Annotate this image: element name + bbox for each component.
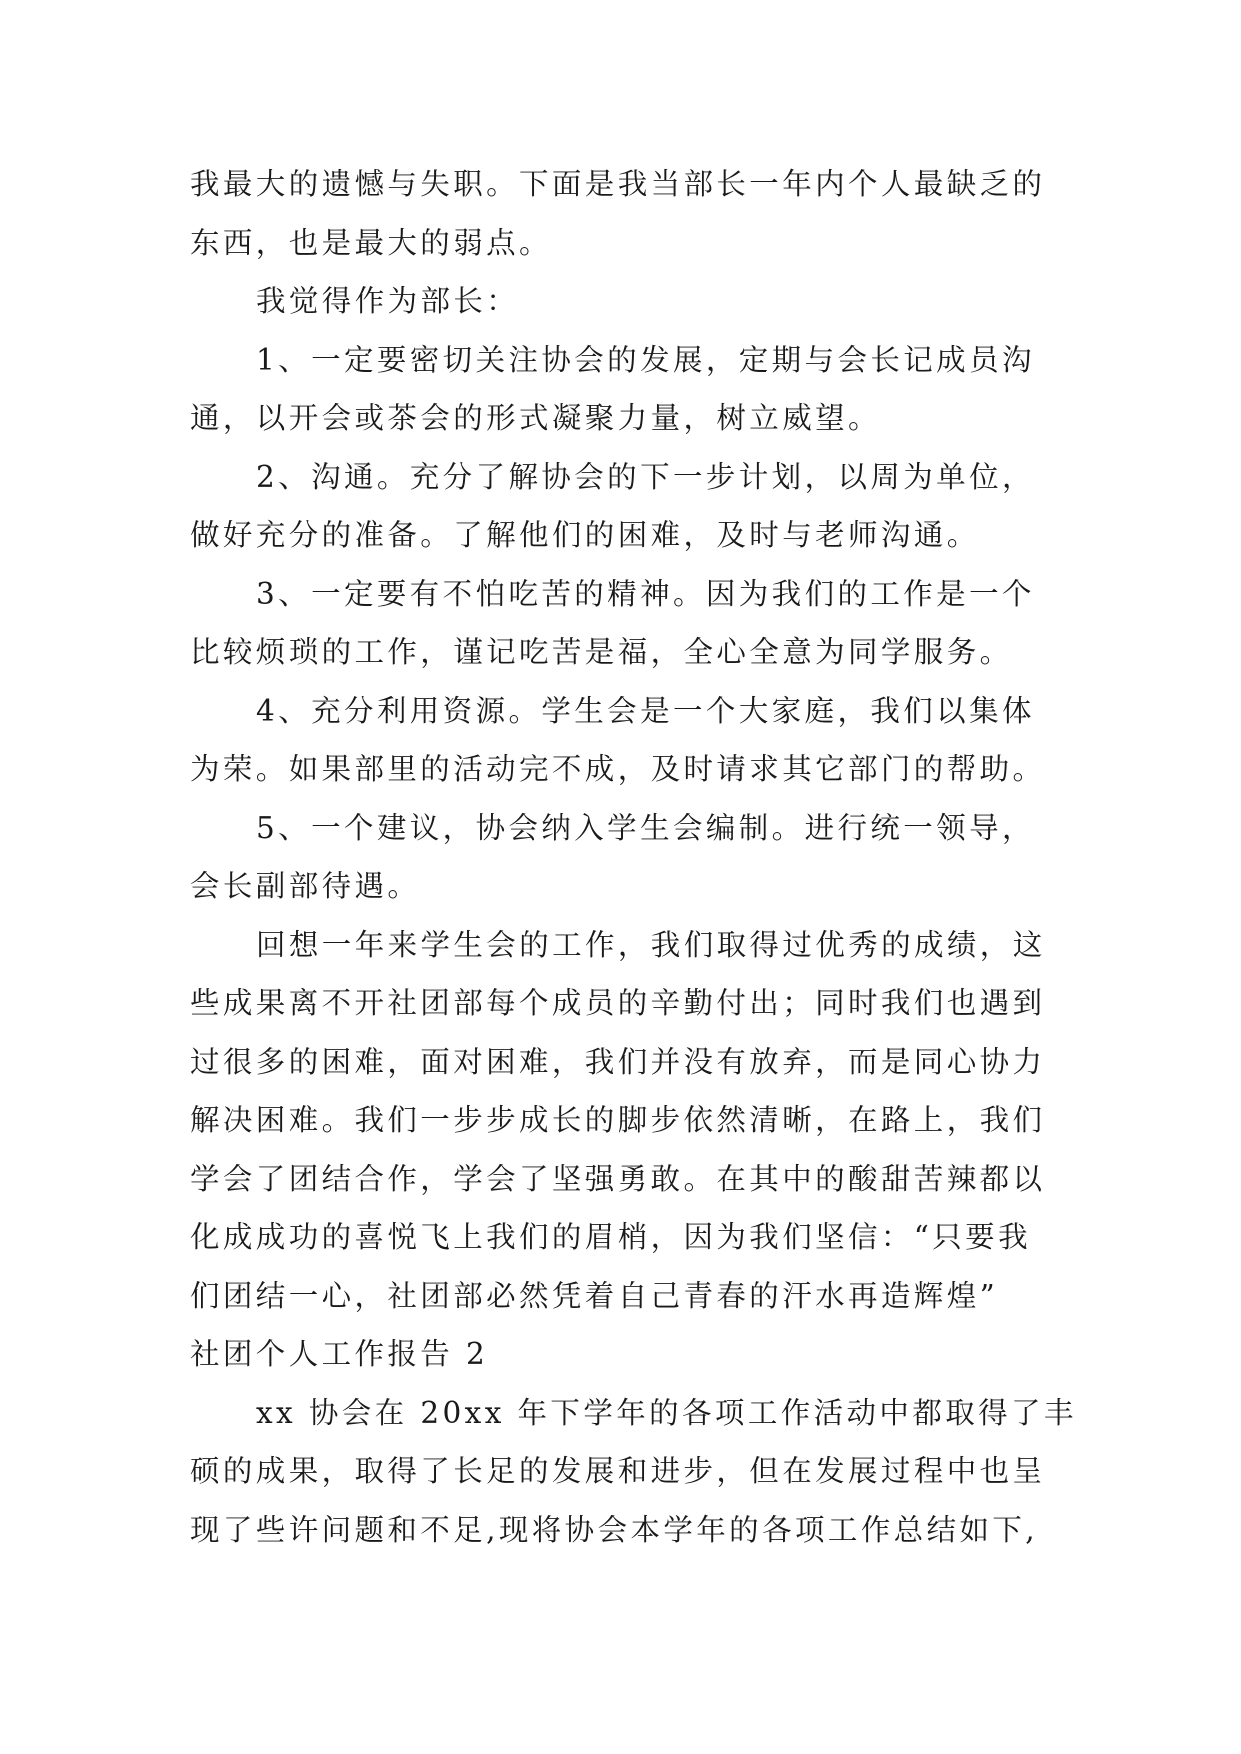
text-line: 硕的成果，取得了长足的发展和进步，但在发展过程中也呈 <box>190 1454 1046 1488</box>
text-line: 2、沟通。充分了解协会的下一步计划，以周为单位， <box>256 459 1035 494</box>
text-line: 通，以开会或茶会的形式凝聚力量，树立威望。 <box>190 401 881 435</box>
text-line: 比较烦琐的工作，谨记吃苦是福，全心全意为同学服务。 <box>190 635 1013 669</box>
text-line: 东西，也是最大的弱点。 <box>190 225 552 260</box>
text-line: 为荣。如果部里的活动完不成，及时请求其它部门的帮助。 <box>190 752 1046 786</box>
text-line: 现了些许问题和不足,现将协会本学年的各项工作总结如下, <box>190 1512 1039 1547</box>
text-line: 们团结一心，社团部必然凭着自己青春的汗水再造辉煌” <box>190 1278 999 1313</box>
document-body <box>190 155 1077 1559</box>
text-line: 回想一年来学生会的工作，我们取得过优秀的成绩，这 <box>256 927 1046 962</box>
section-heading: 社团个人工作报告 2 <box>190 1337 489 1371</box>
text-line: 些成果离不开社团部每个成员的辛勤付出；同时我们也遇到 <box>190 986 1046 1020</box>
text-line: xx 协会在 20xx 年下学年的各项工作活动中都取得了丰 <box>256 1395 1077 1430</box>
text-line: 会长副部待遇。 <box>190 869 421 903</box>
text-line: 1、一定要密切关注协会的发展，定期与会长记成员沟 <box>256 342 1035 377</box>
text-line: 4、充分利用资源。学生会是一个大家庭，我们以集体 <box>256 693 1035 728</box>
text-line: 我最大的遗憾与失职。下面是我当部长一年内个人最缺乏的 <box>190 167 1046 201</box>
text-line: 解决困难。我们一步步成长的脚步依然清晰，在路上，我们 <box>190 1103 1046 1137</box>
text-line: 我觉得作为部长： <box>256 284 520 318</box>
text-line: 学会了团结合作，学会了坚强勇敢。在其中的酸甜苦辣都以 <box>190 1161 1046 1196</box>
text-line: 做好充分的准备。了解他们的困难，及时与老师沟通。 <box>190 518 980 552</box>
text-line: 5、一个建议，协会纳入学生会编制。进行统一领导， <box>256 810 1035 845</box>
text-line: 3、一定要有不怕吃苦的精神。因为我们的工作是一个 <box>256 576 1035 611</box>
text-line: 过很多的困难，面对困难，我们并没有放弃，而是同心协力 <box>190 1044 1046 1079</box>
text-line: 化成成功的喜悦飞上我们的眉梢，因为我们坚信：“只要我 <box>190 1220 1031 1254</box>
